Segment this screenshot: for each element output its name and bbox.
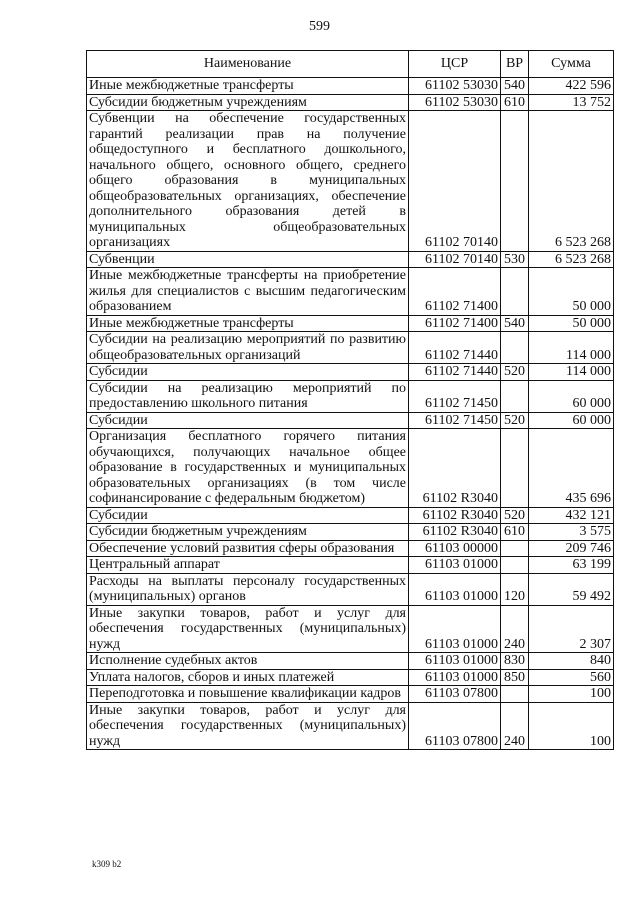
- table-row: [87, 686, 614, 703]
- row-vr-cell: [501, 111, 529, 252]
- row-vr-cell: [501, 268, 529, 316]
- table-row: [87, 332, 614, 364]
- row-name-cell: Субсидии: [87, 364, 409, 381]
- row-name-cell: Исполнение судебных актов: [87, 653, 409, 670]
- row-sum-cell: 114 000: [529, 332, 614, 364]
- footer-code: k309 b2: [92, 859, 122, 869]
- row-sum-cell: 100: [529, 702, 614, 750]
- row-csr-cell: 61103 01000: [409, 669, 501, 686]
- row-sum-cell: 13 752: [529, 94, 614, 111]
- table-row: [87, 702, 614, 750]
- row-vr-cell: 240: [501, 605, 529, 653]
- row-vr-cell: [501, 540, 529, 557]
- row-name-cell: Обеспечение условий развития сферы образования: [87, 540, 409, 557]
- row-sum-cell: 560: [529, 669, 614, 686]
- row-sum-cell: 840: [529, 653, 614, 670]
- row-sum-cell: 435 696: [529, 429, 614, 508]
- row-vr-cell: 610: [501, 524, 529, 541]
- row-csr-cell: 61103 07800: [409, 702, 501, 750]
- row-sum-cell: 63 199: [529, 557, 614, 574]
- table-row: [87, 94, 614, 111]
- table-row: [87, 507, 614, 524]
- row-sum-cell: 59 492: [529, 573, 614, 605]
- row-sum-cell: 114 000: [529, 364, 614, 381]
- row-vr-cell: 530: [501, 251, 529, 268]
- row-sum-cell: 2 307: [529, 605, 614, 653]
- row-name-cell: Организация бесплатного горячего питания обучающихся, получающих начальное общее образование в государственных и муниципальных образовательных организациях (в том числе софинансирование с федеральным бюджетом): [87, 429, 409, 508]
- table-row: [87, 669, 614, 686]
- row-name-cell: Иные закупки товаров, работ и услуг для обеспечения государственных (муниципальных) нужд: [87, 605, 409, 653]
- row-name-cell: Субсидии: [87, 507, 409, 524]
- row-sum-cell: 209 746: [529, 540, 614, 557]
- page-number: 599: [309, 19, 330, 34]
- row-csr-cell: 61103 01000: [409, 653, 501, 670]
- row-vr-cell: [501, 429, 529, 508]
- header-name: Наименование: [87, 51, 409, 78]
- row-name-cell: Субвенции: [87, 251, 409, 268]
- row-vr-cell: [501, 332, 529, 364]
- row-csr-cell: 61102 R3040: [409, 524, 501, 541]
- table-row: [87, 524, 614, 541]
- row-name-cell: Уплата налогов, сборов и иных платежей: [87, 669, 409, 686]
- row-sum-cell: 432 121: [529, 507, 614, 524]
- row-sum-cell: 50 000: [529, 315, 614, 332]
- row-csr-cell: 61103 01000: [409, 605, 501, 653]
- row-csr-cell: 61103 01000: [409, 557, 501, 574]
- row-name-cell: Субсидии на реализацию мероприятий по развитию общеобразовательных организаций: [87, 332, 409, 364]
- row-vr-cell: 240: [501, 702, 529, 750]
- table-row: [87, 315, 614, 332]
- row-sum-cell: 6 523 268: [529, 111, 614, 252]
- row-csr-cell: 61102 71450: [409, 380, 501, 412]
- table-row: [87, 429, 614, 508]
- row-csr-cell: 61102 71400: [409, 315, 501, 332]
- table-row: [87, 380, 614, 412]
- row-vr-cell: 540: [501, 78, 529, 95]
- row-csr-cell: 61102 70140: [409, 251, 501, 268]
- row-csr-cell: 61102 71400: [409, 268, 501, 316]
- row-csr-cell: 61103 01000: [409, 573, 501, 605]
- row-vr-cell: [501, 380, 529, 412]
- row-csr-cell: 61102 R3040: [409, 507, 501, 524]
- table-header-row: [87, 51, 614, 78]
- row-csr-cell: 61102 71440: [409, 332, 501, 364]
- row-csr-cell: 61103 07800: [409, 686, 501, 703]
- row-csr-cell: 61102 R3040: [409, 429, 501, 508]
- row-sum-cell: 422 596: [529, 78, 614, 95]
- table-row: [87, 653, 614, 670]
- table-row: [87, 364, 614, 381]
- row-csr-cell: 61102 53030: [409, 94, 501, 111]
- row-name-cell: Иные межбюджетные трансферты на приобретение жилья для специалистов с высшим педагогическим образованием: [87, 268, 409, 316]
- row-name-cell: Субсидии бюджетным учреждениям: [87, 524, 409, 541]
- row-csr-cell: 61102 53030: [409, 78, 501, 95]
- row-csr-cell: 61102 71440: [409, 364, 501, 381]
- row-name-cell: Иные закупки товаров, работ и услуг для обеспечения государственных (муниципальных) нужд: [87, 702, 409, 750]
- table-row: [87, 540, 614, 557]
- row-sum-cell: 3 575: [529, 524, 614, 541]
- header-csr: ЦСР: [409, 51, 501, 78]
- table-row: [87, 412, 614, 429]
- row-vr-cell: 520: [501, 412, 529, 429]
- row-sum-cell: 6 523 268: [529, 251, 614, 268]
- table-row: [87, 111, 614, 252]
- row-vr-cell: 520: [501, 364, 529, 381]
- table-row: [87, 573, 614, 605]
- row-name-cell: Субсидии бюджетным учреждениям: [87, 94, 409, 111]
- row-sum-cell: 60 000: [529, 412, 614, 429]
- budget-table: [86, 50, 614, 750]
- row-csr-cell: 61102 70140: [409, 111, 501, 252]
- row-name-cell: Переподготовка и повышение квалификации кадров: [87, 686, 409, 703]
- row-name-cell: Иные межбюджетные трансферты: [87, 78, 409, 95]
- row-vr-cell: 120: [501, 573, 529, 605]
- row-vr-cell: 610: [501, 94, 529, 111]
- row-vr-cell: [501, 557, 529, 574]
- row-vr-cell: 850: [501, 669, 529, 686]
- row-vr-cell: 520: [501, 507, 529, 524]
- table-row: [87, 605, 614, 653]
- row-csr-cell: 61103 00000: [409, 540, 501, 557]
- row-vr-cell: [501, 686, 529, 703]
- table-row: [87, 268, 614, 316]
- row-sum-cell: 50 000: [529, 268, 614, 316]
- table-row: [87, 251, 614, 268]
- row-sum-cell: 100: [529, 686, 614, 703]
- row-vr-cell: 540: [501, 315, 529, 332]
- row-name-cell: Иные межбюджетные трансферты: [87, 315, 409, 332]
- row-name-cell: Центральный аппарат: [87, 557, 409, 574]
- table-row: [87, 557, 614, 574]
- row-name-cell: Расходы на выплаты персоналу государственных (муниципальных) органов: [87, 573, 409, 605]
- header-vr: ВР: [501, 51, 529, 78]
- row-csr-cell: 61102 71450: [409, 412, 501, 429]
- header-sum: Сумма: [529, 51, 614, 78]
- row-name-cell: Субсидии: [87, 412, 409, 429]
- row-name-cell: Субвенции на обеспечение государственных гарантий реализации прав на получение общедоступного и бесплатного дошкольного, начального общего, основного общего, среднего общего образования в муниципальных общеобразовательных организациях, обеспечение дополнительного образования детей в муниципальных общеобразовательных организациях: [87, 111, 409, 252]
- row-vr-cell: 830: [501, 653, 529, 670]
- row-name-cell: Субсидии на реализацию мероприятий по предоставлению школьного питания: [87, 380, 409, 412]
- row-sum-cell: 60 000: [529, 380, 614, 412]
- table-row: [87, 78, 614, 95]
